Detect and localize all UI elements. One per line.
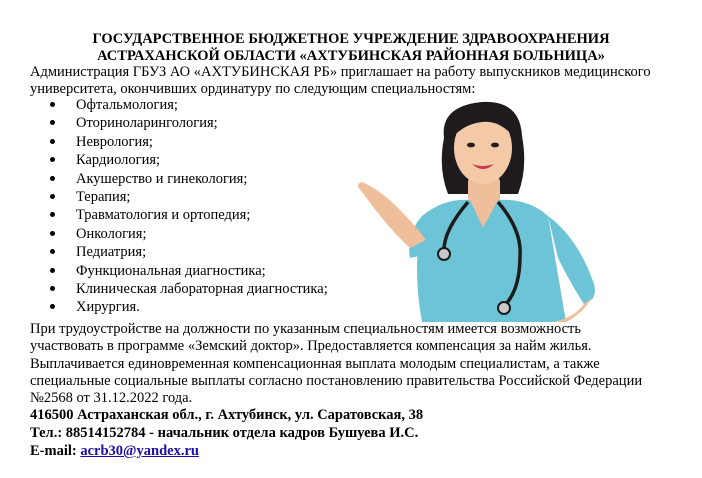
eye-left-shape	[467, 143, 475, 148]
bullet-icon	[50, 120, 55, 125]
bullet-icon	[50, 231, 55, 236]
scrubs-shape	[417, 200, 566, 322]
list-item: Педиатрия;	[0, 243, 328, 261]
bullet-icon	[50, 139, 55, 144]
list-item: Неврология;	[0, 133, 328, 151]
stethoscope-bell-shape	[498, 302, 510, 314]
bullet-icon	[50, 268, 55, 273]
eye-right-shape	[491, 143, 499, 148]
bullet-icon	[50, 212, 55, 217]
list-item: Клиническая лабораторная диагностика;	[0, 280, 328, 298]
bullet-icon	[50, 194, 55, 199]
list-item: Кардиология;	[0, 151, 328, 169]
contact-address: 416500 Астраханская обл., г. Ахтубинск, ул. Саратовская, 38	[30, 407, 424, 423]
bullet-icon	[50, 176, 55, 181]
heading-line-2: АСТРАХАНСКОЙ ОБЛАСТИ «АХТУБИНСКАЯ РАЙОННАЯ БОЛЬНИЦА»	[97, 48, 605, 64]
email-link[interactable]: acrb30@yandex.ru	[80, 443, 199, 459]
list-item: Травматология и ортопедия;	[0, 206, 328, 224]
bullet-icon	[50, 249, 55, 254]
list-item: Функциональная диагностика;	[0, 262, 328, 280]
forearm-left-shape	[358, 182, 426, 248]
list-item: Оториноларингология;	[0, 114, 328, 132]
list-item: Хирургия.	[0, 298, 328, 316]
body-line-3: Выплачивается единовременная компенсационная выплата молодым специалистам, а также	[30, 356, 600, 372]
bullet-icon	[50, 102, 55, 107]
specialties-list	[0, 96, 328, 317]
contact-email	[30, 442, 199, 460]
bullet-icon	[50, 286, 55, 291]
list-item: Офтальмология;	[0, 96, 328, 114]
contact-phone: Тел.: 88514152784 - начальник отдела кадров Бушуева И.С.	[30, 425, 419, 441]
list-item: Онкология;	[0, 225, 328, 243]
list-item: Терапия;	[0, 188, 328, 206]
email-label: E-mail:	[30, 443, 81, 459]
body-line-1: При трудоустройстве на должности по указанным специальностям имеется возможность	[30, 321, 581, 337]
body-line-2: участвовать в программе «Земский доктор». Предоставляется компенсация за найм жилья.	[30, 338, 592, 354]
heading-line-1: ГОСУДАРСТВЕННОЕ БЮДЖЕТНОЕ УЧРЕЖДЕНИЕ ЗДРАВООХРАНЕНИЯ	[92, 31, 610, 47]
bullet-icon	[50, 304, 55, 309]
list-item: Акушерство и гинекология;	[0, 170, 328, 188]
body-line-5: №2568 от 31.12.2022 года.	[30, 390, 193, 406]
bullet-icon	[50, 157, 55, 162]
stethoscope-head-shape	[438, 248, 450, 260]
intro-line-2: университета, окончивших ординатуру по следующим специальностям:	[30, 81, 476, 97]
intro-line-1: Администрация ГБУЗ АО «АХТУБИНСКАЯ РБ» приглашает на работу выпускников медицинского	[30, 64, 651, 80]
nurse-illustration	[352, 98, 624, 322]
body-line-4: специальные социальные выплаты согласно постановлению правительства Российской Федерации	[30, 373, 643, 389]
